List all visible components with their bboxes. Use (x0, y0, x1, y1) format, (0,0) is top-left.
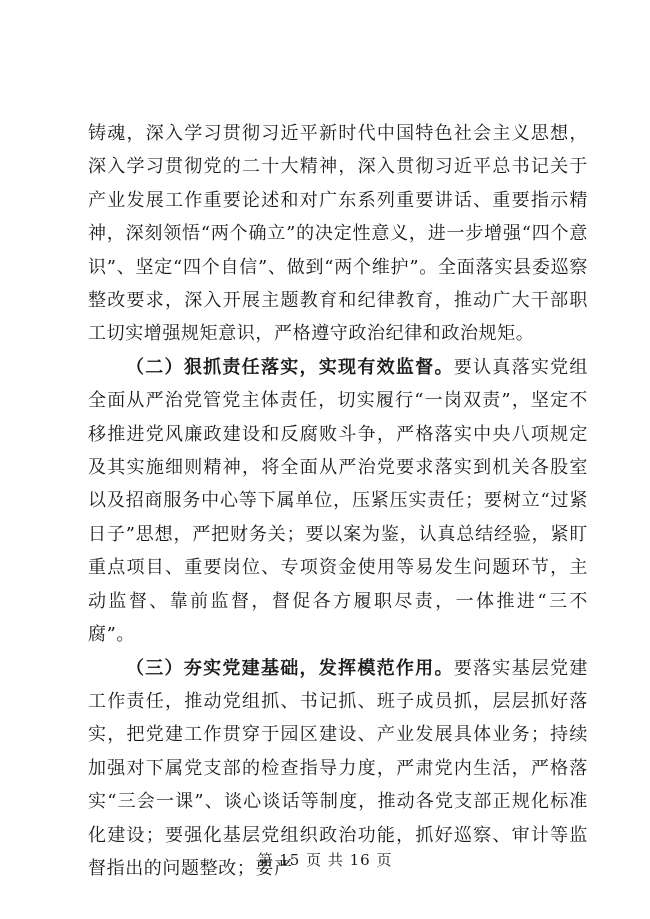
page-footer (0, 849, 650, 870)
paragraph-section-2 (88, 351, 588, 652)
section-heading: （三）夯实党建基础，发挥模范作用。 (126, 657, 454, 679)
section-heading: （二）狠抓责任落实，实现有效监督。 (126, 356, 454, 378)
paragraph-continued (88, 117, 588, 351)
body-text (88, 117, 588, 885)
page-number-label: 第 15 页 共 16 页 (257, 851, 393, 869)
paragraph-text: 要认真落实党组全面从严治党管党主体责任，切实履行“一岗双责”，坚定不移推进党风廉政建设和反腐败斗争，严格落实中央八项规定及其实施细则精神，将全面从严治党要求落实到机关各股室以及招商服务中心等下属单位，压紧压实责任；要树立“过紧日子”思想，严把财务关；要以案为鉴，认真总结经验，紧盯重点项目、重要岗位、专项资金使用等易发生问题环节，主动监督、靠前监督，督促各方履职尽责，一体推进“三不腐”。 (88, 356, 589, 646)
paragraph-text: 铸魂，深入学习贯彻习近平新时代中国特色社会主义思想，深入学习贯彻党的二十大精神，深入贯彻习近平总书记关于产业发展工作重要论述和对广东系列重要讲话、重要指示精神，深刻领悟“两个确立”的决定性意义，进一步增强“四个意识”、坚定“四个自信”、做到“两个维护”。全面落实县委巡察整改要求，深入开展主题教育和纪律教育，推动广大干部职工切实增强规矩意识，严格遵守政治纪律和政治规矩。 (88, 123, 588, 345)
paragraph-text: 要落实基层党建工作责任，推动党组抓、书记抓、班子成员抓，层层抓好落实，把党建工作贯穿于园区建设、产业发展具体业务；持续加强对下属党支部的检查指导力度，严肃党内生活，严格落实“三会一课”、谈心谈话等制度，推动各党支部正规化标准化建设；要强化基层党组织政治功能，抓好巡察、审计等监督指出的问题整改；要严 (88, 657, 589, 879)
